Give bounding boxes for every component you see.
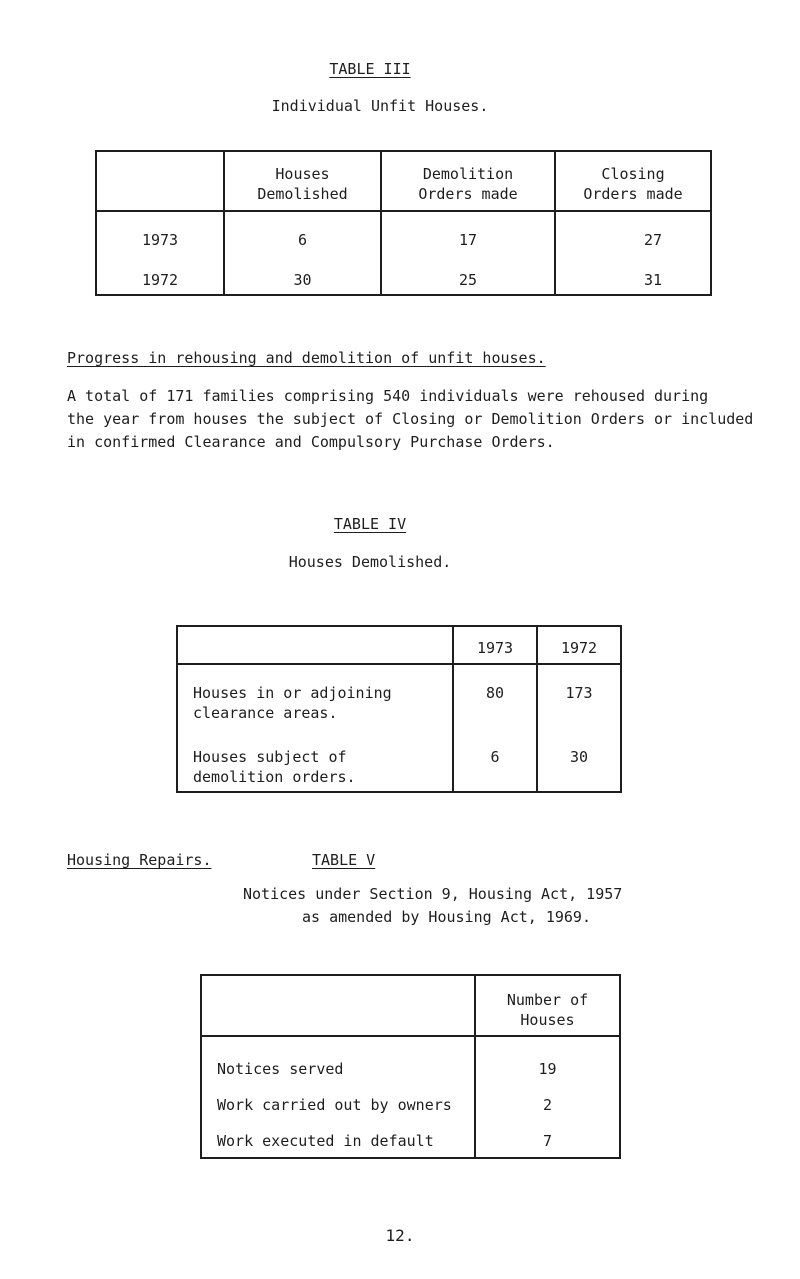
table4-value-cell: 173 30 <box>537 664 621 792</box>
table5-heading: TABLE V <box>312 851 376 869</box>
table4-value-cell: 80 6 <box>453 664 537 792</box>
table5-label-cell: Notices served Work carried out by owners Work executed in default <box>201 1036 475 1158</box>
table3 <box>95 150 712 296</box>
table3-value-cell: 17 25 <box>381 211 555 295</box>
table5-grid <box>200 974 621 1159</box>
table3-col-header: Closing Orders made <box>555 151 711 211</box>
table3-heading: TABLE III <box>329 60 411 78</box>
table3-col-header: Demolition Orders made <box>381 151 555 211</box>
table5-caption: Notices under Section 9, Housing Act, 1957 as amended by Housing Act, 1969. <box>243 885 623 926</box>
table3-corner-cell <box>96 151 224 211</box>
table4-corner-cell <box>177 626 453 664</box>
table3-caption: Individual Unfit Houses. <box>271 97 489 115</box>
repairs-section-heading: Housing Repairs. <box>67 851 212 869</box>
rehousing-paragraph: A total of 171 families comprising 540 individuals were rehoused during the year from houses the subject of Closing or Demolition Orders or included in confirmed Clearance and Compulsory Purchase Orders. <box>67 387 754 451</box>
table3-value-cell: 6 30 <box>224 211 381 295</box>
table3-year-cell: 1973 1972 <box>96 211 224 295</box>
table3-col-header: Houses Demolished <box>224 151 381 211</box>
table5-corner-cell <box>201 975 475 1036</box>
table5-value-cell: 19 2 7 <box>475 1036 620 1158</box>
table4-caption: Houses Demolished. <box>288 553 452 571</box>
rehousing-heading: Progress in rehousing and demolition of unfit houses. <box>67 349 546 367</box>
table4-label-cell: Houses in or adjoining clearance areas. Houses subject of demolition orders. <box>177 664 453 792</box>
table4 <box>176 625 622 793</box>
table4-col-header: 1973 <box>453 626 537 664</box>
table4-col-header: 1972 <box>537 626 621 664</box>
table5-col-header: Number of Houses <box>475 975 620 1036</box>
table4-heading: TABLE IV <box>333 515 407 533</box>
table3-value-cell: 27 31 <box>555 211 711 295</box>
page-number: 12. <box>385 1226 415 1245</box>
